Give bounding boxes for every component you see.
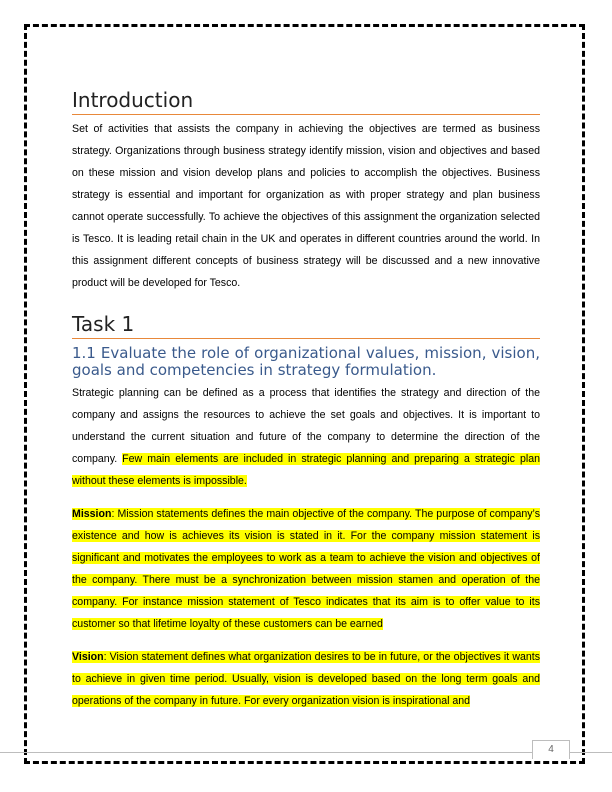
- page-number: 4: [532, 740, 570, 759]
- vision-label: Vision: [72, 651, 104, 663]
- strategic-planning-text: Strategic planning can be defined as a process that identifies the strategy and direction of the company and assigns the resources to achieve the set goals and objectives. It is important to understand the current situation and future of the company to determine the direction of the company.: [72, 387, 540, 465]
- document-body: [72, 88, 540, 712]
- introduction-heading: Introduction: [72, 88, 540, 115]
- mission-label: Mission: [72, 508, 112, 520]
- mission-text: : Mission statements defines the main objective of the company. The purpose of company’s existence and how is achieves its vision is stated in it. For the company mission statement is significant and motivates the employees to work as a team to achieve the vision and objectives of the company. There must be a synchronization between mission stamen and operation of the company. For instance mission statement of Tesco indicates that its aim is to offer value to its customer so that lifetime loyalty of these customers can be earned: [72, 508, 540, 630]
- task1-heading: Task 1: [72, 312, 540, 339]
- vision-text: : Vision statement defines what organization desires to be in future, or the objectives it wants to achieve in given time period. Usually, vision is developed based on the long term goals and operations of the company in future. For every organization vision is inspirational and: [72, 651, 540, 707]
- strategic-planning-highlight: Few main elements are included in strategic planning and preparing a strategic plan without these elements is impossible.: [72, 453, 540, 487]
- vision-paragraph: [72, 646, 540, 712]
- mission-paragraph: [72, 503, 540, 635]
- introduction-paragraph: Set of activities that assists the company in achieving the objectives are termed as business strategy. Organizations through business strategy identify mission, vision and objectives and based on these mission and vision develop plans and policies to accomplish the objectives. Business strategy is essential and important for organization as with proper strategy and plan business cannot operate successfully. To achieve the objectives of this assignment the organization selected is Tesco. It is leading retail chain in the UK and operates in different countries around the world. In this assignment different concepts of business strategy will be discussed and a new innovative product will be developed for Tesco.: [72, 123, 540, 289]
- task1-subheading: 1.1 Evaluate the role of organizational values, mission, vision, goals and competencies in strategy formulation.: [72, 344, 540, 379]
- strategic-planning-paragraph: [72, 382, 540, 492]
- footer-divider: [0, 752, 612, 753]
